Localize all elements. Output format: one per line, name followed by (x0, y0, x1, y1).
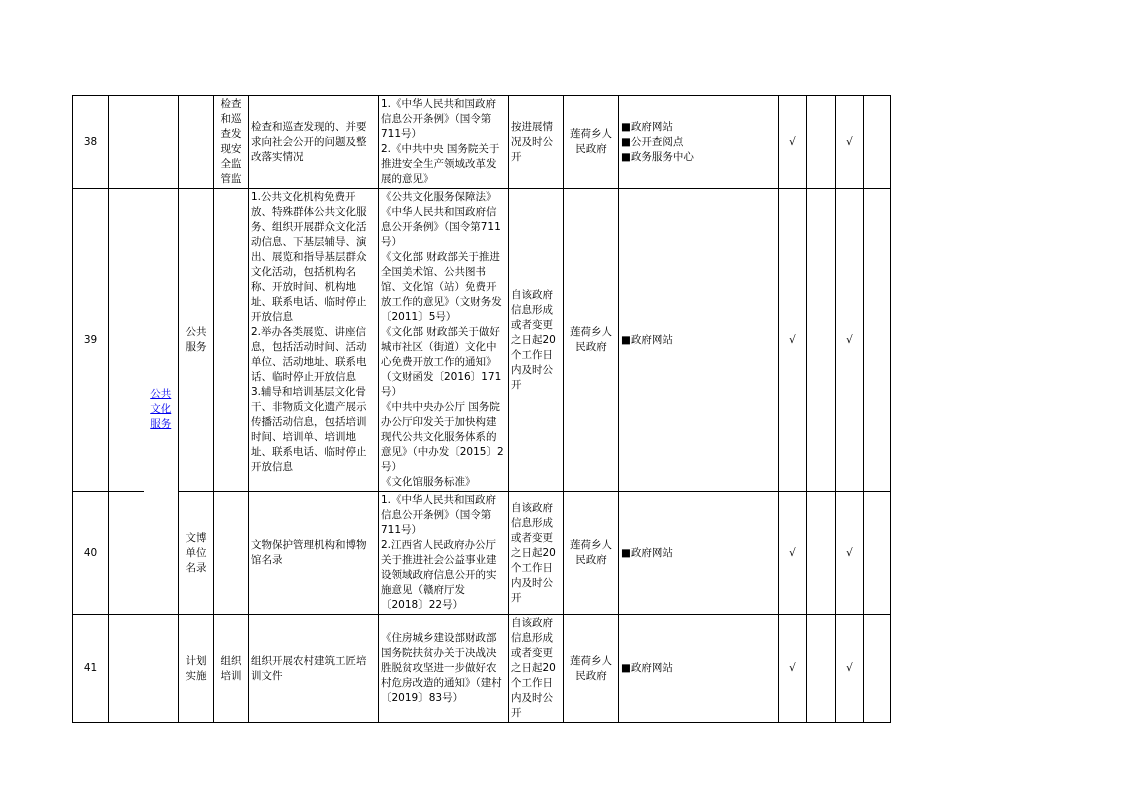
blank-cell (864, 96, 891, 189)
sub-category-2 (214, 189, 249, 492)
disclosure-channels: ■政府网站 ■公开查阅点 ■政务服务中心 (619, 96, 779, 189)
row-number: 38 (73, 96, 109, 189)
blank-cell (807, 615, 836, 723)
disclosure-subject: 莲荷乡人民政府 (564, 492, 619, 615)
check-mark: √ (836, 189, 864, 492)
sub-category-1: 文博 单位 名录 (179, 492, 214, 615)
blank-cell (864, 615, 891, 723)
disclosure-time: 按进展情况及时公开 (509, 96, 564, 189)
disclosure-basis: 《住房城乡建设部财政部国务院扶贫办关于决战决胜脱贫攻坚进一步做好农村危房改造的通知》（建村〔2019〕83号） (379, 615, 509, 723)
disclosure-subject: 莲荷乡人民政府 (564, 189, 619, 492)
sub-category-2: 组织 培训 (214, 615, 249, 723)
check-mark: √ (779, 615, 807, 723)
blank-cell (864, 492, 891, 615)
blank-cell (807, 96, 836, 189)
disclosure-basis: 《公共文化服务保障法》 《中华人民共和国政府信息公开条例》（国令第711号） 《文化部 财政部关于推进全国美术馆、公共图书馆、文化馆（站）免费开放工作的意见》（文财务发〔2011〕5号） 《文化部 财政部关于做好城市社区（街道）文化中心免费开放工作的通知》（文财函发〔2016〕171号） 《中共中央办公厅 国务院办公厅印发关于加快构建现代公共文化服务体系的意见》（中办发〔2015〕2号） 《文化馆服务标准》 (379, 189, 509, 492)
row-number: 41 (73, 615, 109, 723)
disclosure-content: 检查和巡查发现的、并要求向社会公开的问题及整改落实情况 (249, 96, 379, 189)
table-row (73, 189, 891, 492)
disclosure-time: 自该政府信息形成或者变更之日起20个工作日内及时公开 (509, 189, 564, 492)
disclosure-time: 自该政府信息形成或者变更之日起20个工作日内及时公开 (509, 615, 564, 723)
blank-cell (109, 96, 144, 189)
check-mark: √ (836, 492, 864, 615)
disclosure-channels: ■政府网站 (619, 492, 779, 615)
table-row (73, 96, 891, 189)
sub-category-1: 公共 服务 (179, 189, 214, 492)
disclosure-time: 自该政府信息形成或者变更之日起20个工作日内及时公开 (509, 492, 564, 615)
check-mark: √ (779, 96, 807, 189)
table-row (73, 615, 891, 723)
check-mark: √ (836, 615, 864, 723)
blank-cell (109, 189, 144, 492)
category-cell[interactable] (144, 189, 179, 615)
blank-cell (807, 189, 836, 492)
blank-cell (109, 615, 144, 723)
sub-category-1 (179, 96, 214, 189)
disclosure-subject: 莲荷乡人民政府 (564, 615, 619, 723)
category-link[interactable]: 公共 文化 服务 (150, 387, 172, 430)
check-mark: √ (779, 189, 807, 492)
disclosure-basis: 1.《中华人民共和国政府信息公开条例》（国令第711号） 2.江西省人民政府办公厅关于推进社会公益事业建设领域政府信息公开的实施意见（赣府厅发〔2018〕22号） (379, 492, 509, 615)
table-row (73, 492, 891, 615)
category-cell (144, 96, 179, 189)
disclosure-content: 1.公共文化机构免费开放、特殊群体公共文化服务、组织开展群众文化活动信息、下基层辅导、演出、展览和指导基层群众文化活动，包括机构名称、开放时间、机构地址、联系电话、临时停止开放信息 2.举办各类展览、讲座信息，包括活动时间、活动单位、活动地址、联系电话、临时停止开放信息 3.辅导和培训基层文化骨干、非物质文化遗产展示传播活动信息，包括培训时间、培训单、培训地址、联系电话、临时停止开放信息 (249, 189, 379, 492)
disclosure-channels: ■政府网站 (619, 615, 779, 723)
blank-cell (807, 492, 836, 615)
row-number: 39 (73, 189, 109, 492)
disclosure-content: 组织开展农村建筑工匠培训文件 (249, 615, 379, 723)
row-number: 40 (73, 492, 109, 615)
sub-category-1: 计划 实施 (179, 615, 214, 723)
blank-cell (864, 189, 891, 492)
disclosure-basis: 1.《中华人民共和国政府信息公开条例》（国令第711号） 2.《中共中央 国务院关于推进安全生产领域改革发展的意见》 (379, 96, 509, 189)
sub-category-2 (214, 492, 249, 615)
check-mark: √ (836, 96, 864, 189)
disclosure-channels: ■政府网站 (619, 189, 779, 492)
disclosure-content: 文物保护管理机构和博物馆名录 (249, 492, 379, 615)
check-mark: √ (779, 492, 807, 615)
disclosure-table (72, 95, 891, 723)
category-cell (144, 615, 179, 723)
blank-cell (109, 492, 144, 615)
sub-category-2: 检查 和巡 查发 现安 全监 管监 (214, 96, 249, 189)
disclosure-subject: 莲荷乡人民政府 (564, 96, 619, 189)
